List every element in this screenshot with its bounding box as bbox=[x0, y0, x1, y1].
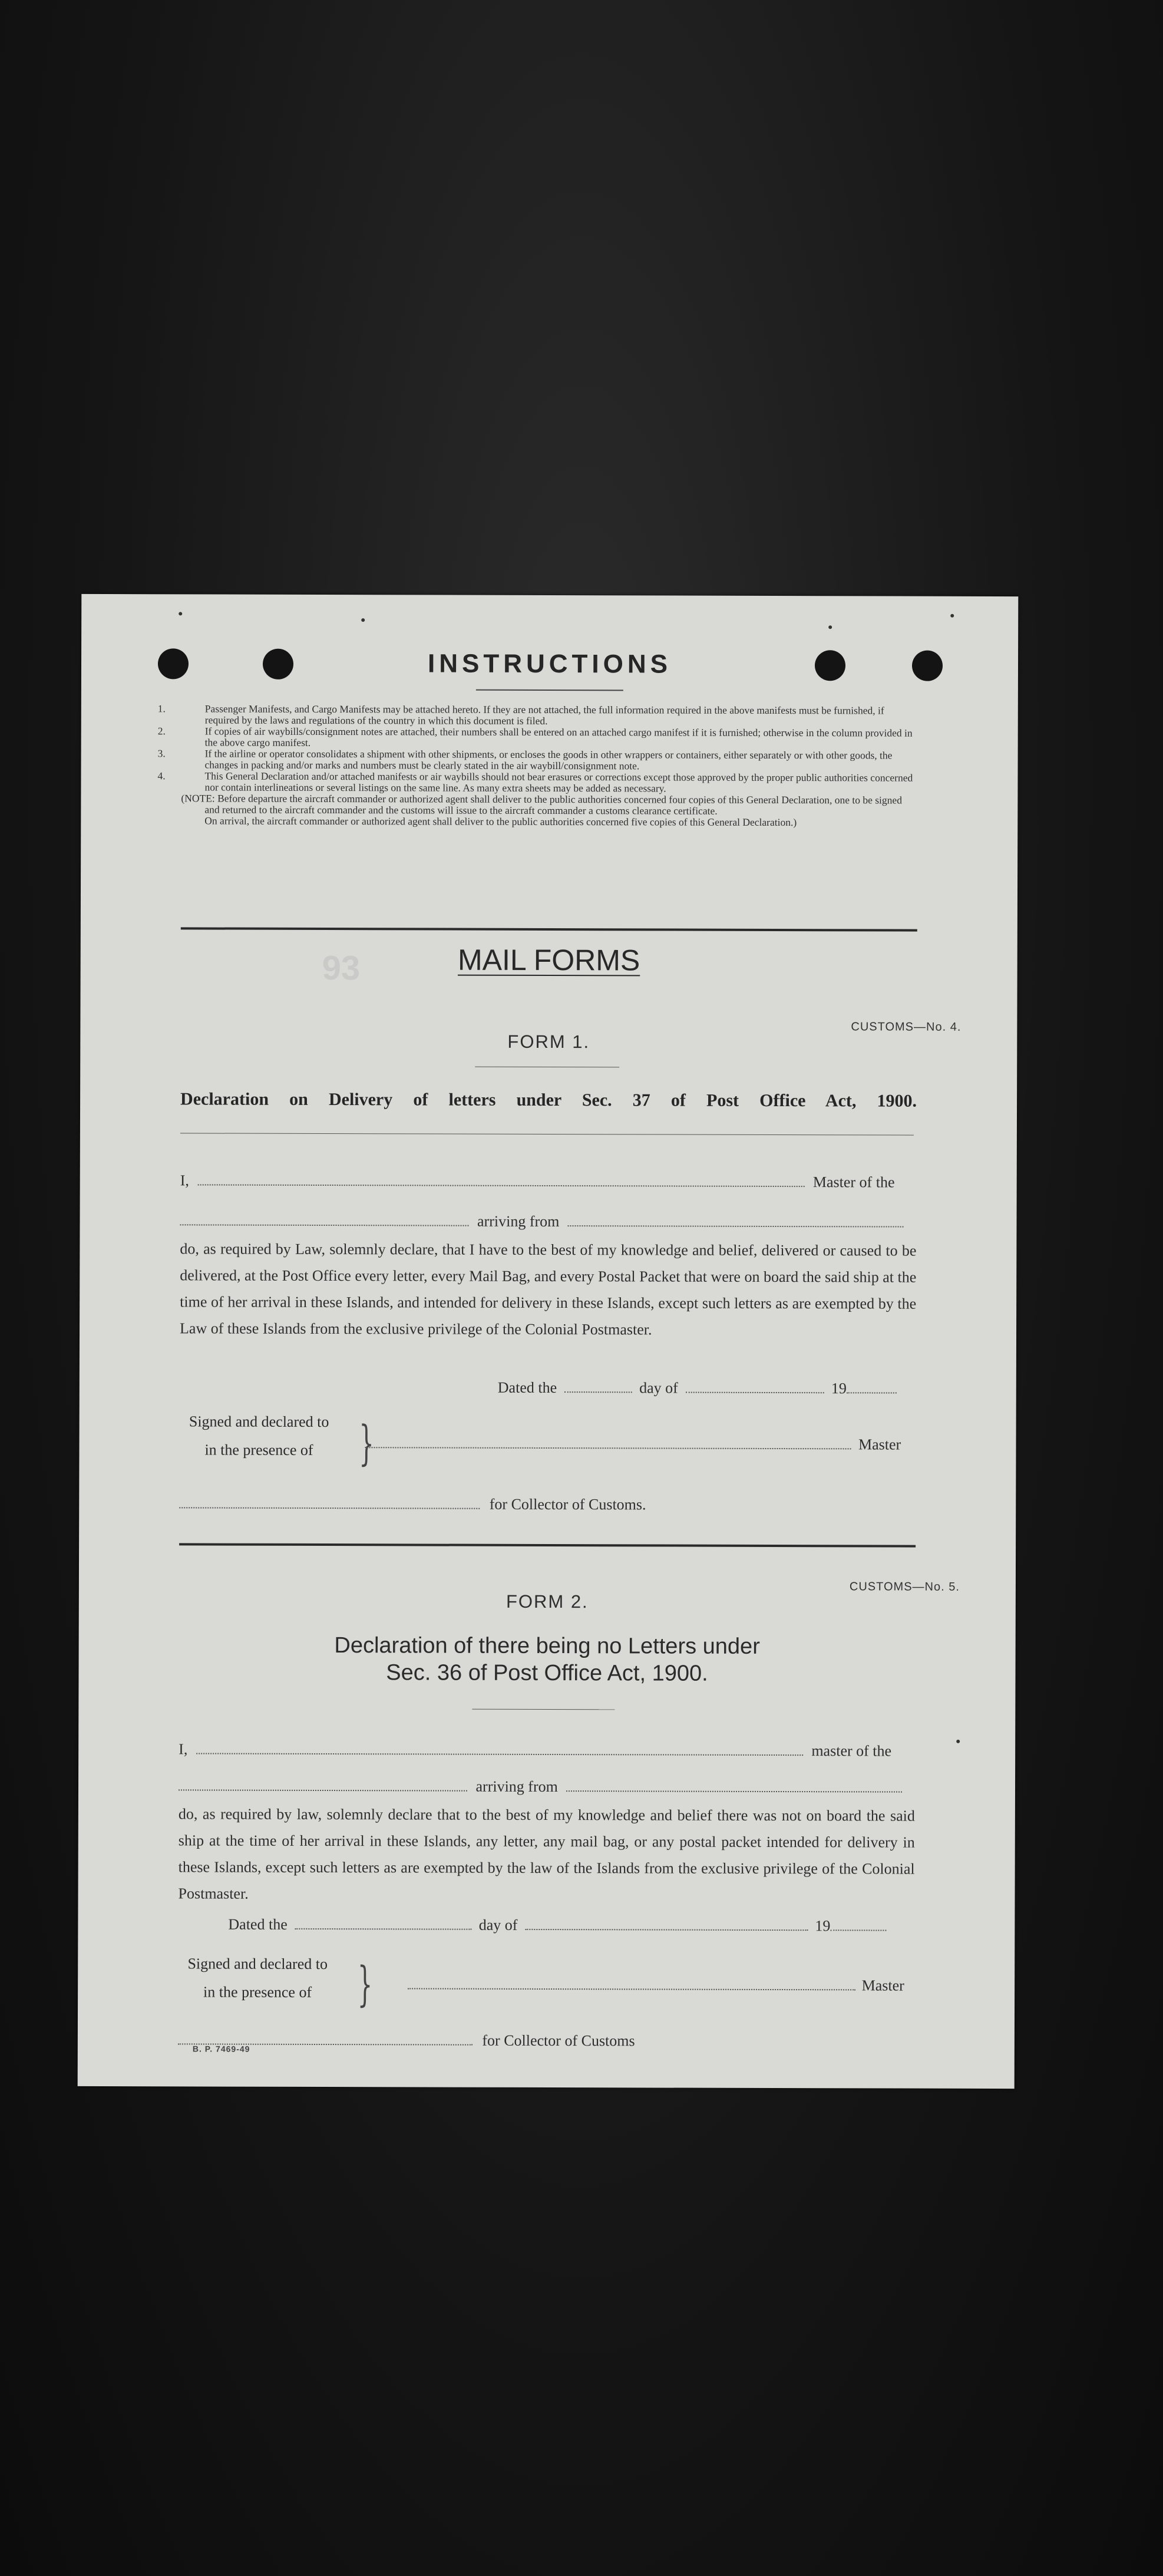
form1-brace: } bbox=[359, 1416, 374, 1471]
form2-label: FORM 2. bbox=[505, 1591, 589, 1612]
form2-origin-field[interactable] bbox=[566, 1779, 902, 1792]
form2-collector-line: for Collector of Customs bbox=[178, 2031, 914, 2050]
instruction-item: 4. This General Declaration and/or attached manifests or air waybills should not bear erasures or corrections except those approved by the proper public authorities concerned nor contain interlineations or several listings on the same line. As many extra sheets may be added as necessary. bbox=[157, 770, 913, 794]
instruction-item: 2. If copies of air waybills/consignment notes are attached, their numbers shall be entered on an attached cargo manifest if it is furnished; otherwise in the column provided in the above cargo manifest. bbox=[157, 725, 913, 748]
form1-ship-line: arriving from bbox=[180, 1212, 916, 1231]
mail-forms-title: MAIL FORMS bbox=[457, 943, 640, 977]
document-sheet bbox=[78, 594, 1019, 2089]
form1-date-month-field[interactable] bbox=[685, 1380, 824, 1394]
instruction-note-continued: On arrival, the aircraft commander or authorized agent shall deliver to the public authorities concerned five copies of this General Declaration.) bbox=[204, 814, 797, 829]
form2-date-year-field[interactable] bbox=[830, 1918, 886, 1931]
form2-master-signature-field[interactable] bbox=[408, 1976, 855, 1990]
form2-ship-line: arriving from bbox=[179, 1777, 915, 1796]
form2-collector-field[interactable] bbox=[178, 2031, 473, 2045]
form1-body: do, as required by Law, solemnly declare, that I have to the best of my knowledge and belief, delivered or caused to be delivered, at the Post Office every letter, every Mail Bag, and every Postal Packet that were on board the said ship at the time of her arrival in these Islands, and intended for delivery in these Islands, except such letters as are exempted by the Law of these Islands from the exclusive privilege of the Colonial Postmaster. bbox=[180, 1240, 917, 1338]
instructions-list bbox=[157, 702, 918, 829]
form2-date-month-field[interactable] bbox=[525, 1917, 808, 1931]
form1-label-underline bbox=[475, 1067, 619, 1068]
instructions-heading: INSTRUCTIONS bbox=[427, 649, 672, 679]
instruction-note: (NOTE: Before departure the aircraft commander or authorized agent shall deliver to the public authorities concerned four copies of this General Declaration, one to be signed and returned to the aircraft commander and the customs will issue to the aircraft commander a customs clearance certificate. bbox=[181, 792, 902, 817]
form1-name-line: I, Master of the bbox=[180, 1172, 895, 1191]
form2-master-line: Master bbox=[408, 1975, 914, 1994]
form1-title-rule bbox=[180, 1133, 914, 1135]
section-divider bbox=[181, 927, 917, 931]
form2-title-underline bbox=[472, 1709, 614, 1710]
form2-name-line: I, master of the bbox=[179, 1740, 892, 1760]
form1-label: FORM 1. bbox=[507, 1031, 590, 1053]
form1-customs-number: CUSTOMS—No. 4. bbox=[851, 1020, 962, 1034]
faint-stamp-number: 93 bbox=[322, 948, 361, 988]
form2-ship-field[interactable] bbox=[179, 1777, 467, 1791]
form1-name-field[interactable] bbox=[197, 1172, 804, 1187]
form1-origin-field[interactable] bbox=[568, 1213, 904, 1227]
form2-body: do, as required by law, solemnly declare that to the best of my knowledge and belief there was not on board the said ship at the time of her arrival in these Islands, any letter, any mail bag, or any postal packet intended for delivery in these Islands, except such letters as are exempted by the law of the Islands from the exclusive privilege of the Colonial Postmaster. bbox=[178, 1805, 915, 1902]
form-print-code: B. P. 7469-49 bbox=[192, 2044, 250, 2054]
form1-master-line: Master bbox=[365, 1434, 916, 1453]
speck bbox=[956, 1740, 960, 1743]
form2-brace: } bbox=[357, 1957, 373, 2012]
form1-date-day-field[interactable] bbox=[564, 1380, 632, 1393]
form1-declaration-title: Declaration on Delivery of letters under Sec. 37 of Post Office Act, 1900. bbox=[180, 1089, 917, 1111]
form1-date-line: Dated the day of 19 bbox=[498, 1379, 916, 1398]
speck bbox=[828, 625, 832, 629]
form2-declaration-title: Declaration of there being no Letters under Sec. 36 of Post Office Act, 1900. bbox=[334, 1633, 760, 1686]
instructions-underline bbox=[476, 690, 623, 691]
form1-ship-field[interactable] bbox=[180, 1212, 469, 1226]
form2-date-day-field[interactable] bbox=[295, 1917, 471, 1930]
form2-signed-label: Signed and declared to in the presence of bbox=[187, 1955, 328, 2001]
form1-date-year-field[interactable] bbox=[847, 1380, 897, 1393]
form1-master-signature-field[interactable] bbox=[365, 1435, 851, 1449]
form2-name-field[interactable] bbox=[196, 1741, 803, 1756]
instruction-item: 1. Passenger Manifests, and Cargo Manifests may be attached hereto. If they are not attached, the full information required in the above manifests must be furnished, if required by the laws and regulations of the country in which this document is filed. bbox=[157, 702, 884, 727]
form1-collector-line: for Collector of Customs. bbox=[179, 1495, 916, 1514]
form2-customs-number: CUSTOMS—No. 5. bbox=[849, 1580, 960, 1594]
form1-signed-label: Signed and declared to in the presence of bbox=[189, 1413, 329, 1459]
speck bbox=[361, 618, 365, 622]
instruction-item: 3. If the airline or operator consolidates a shipment with other shipments, or encloses the goods in other wrappers or containers, either separately or with other goods, the changes in packing and/or marks and numbers must be clearly stated in the air waybill/consignment note. bbox=[157, 747, 893, 772]
form2-date-line: Dated the day of 19 bbox=[228, 1916, 914, 1935]
form1-collector-field[interactable] bbox=[179, 1495, 480, 1509]
speck bbox=[950, 614, 954, 618]
form-divider bbox=[179, 1543, 916, 1547]
speck bbox=[179, 612, 182, 615]
